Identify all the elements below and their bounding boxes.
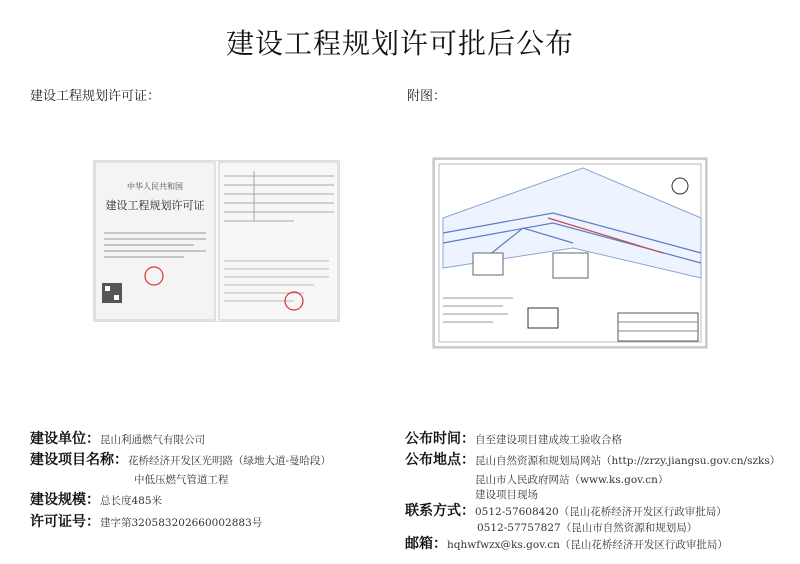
attachment-label: 附图：	[407, 89, 447, 104]
contact-value-line2: 0512-57757827（昆山市自然资源和规划局）	[477, 522, 698, 534]
unit-key: 建设单位：	[30, 431, 100, 447]
time-value: 自至建设项目建成竣工验收合格	[475, 434, 622, 446]
contact-key: 联系方式：	[405, 503, 475, 519]
permit-title-text: 建设工程规划许可证	[105, 199, 205, 212]
project-value-line1: 花桥经济开发区光明路（绿地大道-曼哈段）	[128, 455, 332, 467]
place-key: 公布地点：	[405, 452, 475, 468]
unit-row	[30, 428, 205, 448]
time-key: 公布时间：	[405, 431, 475, 447]
permit-number-key: 许可证号：	[30, 514, 100, 530]
permit-header-text: 中华人民共和国	[127, 182, 183, 191]
project-key: 建设项目名称：	[30, 452, 128, 468]
contact-value-line1: 0512-57608420（昆山花桥经济开发区行政审批局）	[475, 506, 727, 518]
project-value-line2: 中低压燃气管道工程	[134, 474, 229, 486]
scale-key: 建设规模：	[30, 492, 100, 508]
time-row	[405, 428, 622, 448]
project-row	[30, 449, 331, 469]
permit-document-graphic	[94, 161, 339, 321]
page-title: 建设工程规划许可批后公布	[225, 27, 574, 60]
site-plan-graphic	[433, 158, 707, 348]
scale-row	[30, 489, 162, 509]
scale-value: 总长度485米	[100, 495, 163, 507]
email-key: 邮箱：	[405, 536, 447, 552]
permit-number-row	[30, 511, 262, 531]
unit-value: 昆山利通燃气有限公司	[100, 434, 205, 446]
email-value: hqhwfwzx@ks.gov.cn（昆山花桥经济开发区行政审批局）	[447, 539, 728, 551]
project-row-2	[134, 468, 229, 487]
place-value-line1: 昆山自然资源和规划局网站（http://zrzy.jiangsu.gov.cn/szks）	[475, 455, 781, 467]
site-plan-image	[432, 157, 708, 349]
permit-document-image	[93, 160, 340, 322]
email-row	[405, 533, 728, 553]
place-row	[405, 449, 780, 469]
place-value-line3: 建设项目现场	[475, 489, 538, 501]
permit-number-value: 建字第320583202660002883号	[100, 517, 263, 529]
place-value-line2: 昆山市人民政府网站（www.ks.gov.cn）	[475, 474, 669, 486]
permit-label: 建设工程规划许可证：	[30, 89, 161, 104]
